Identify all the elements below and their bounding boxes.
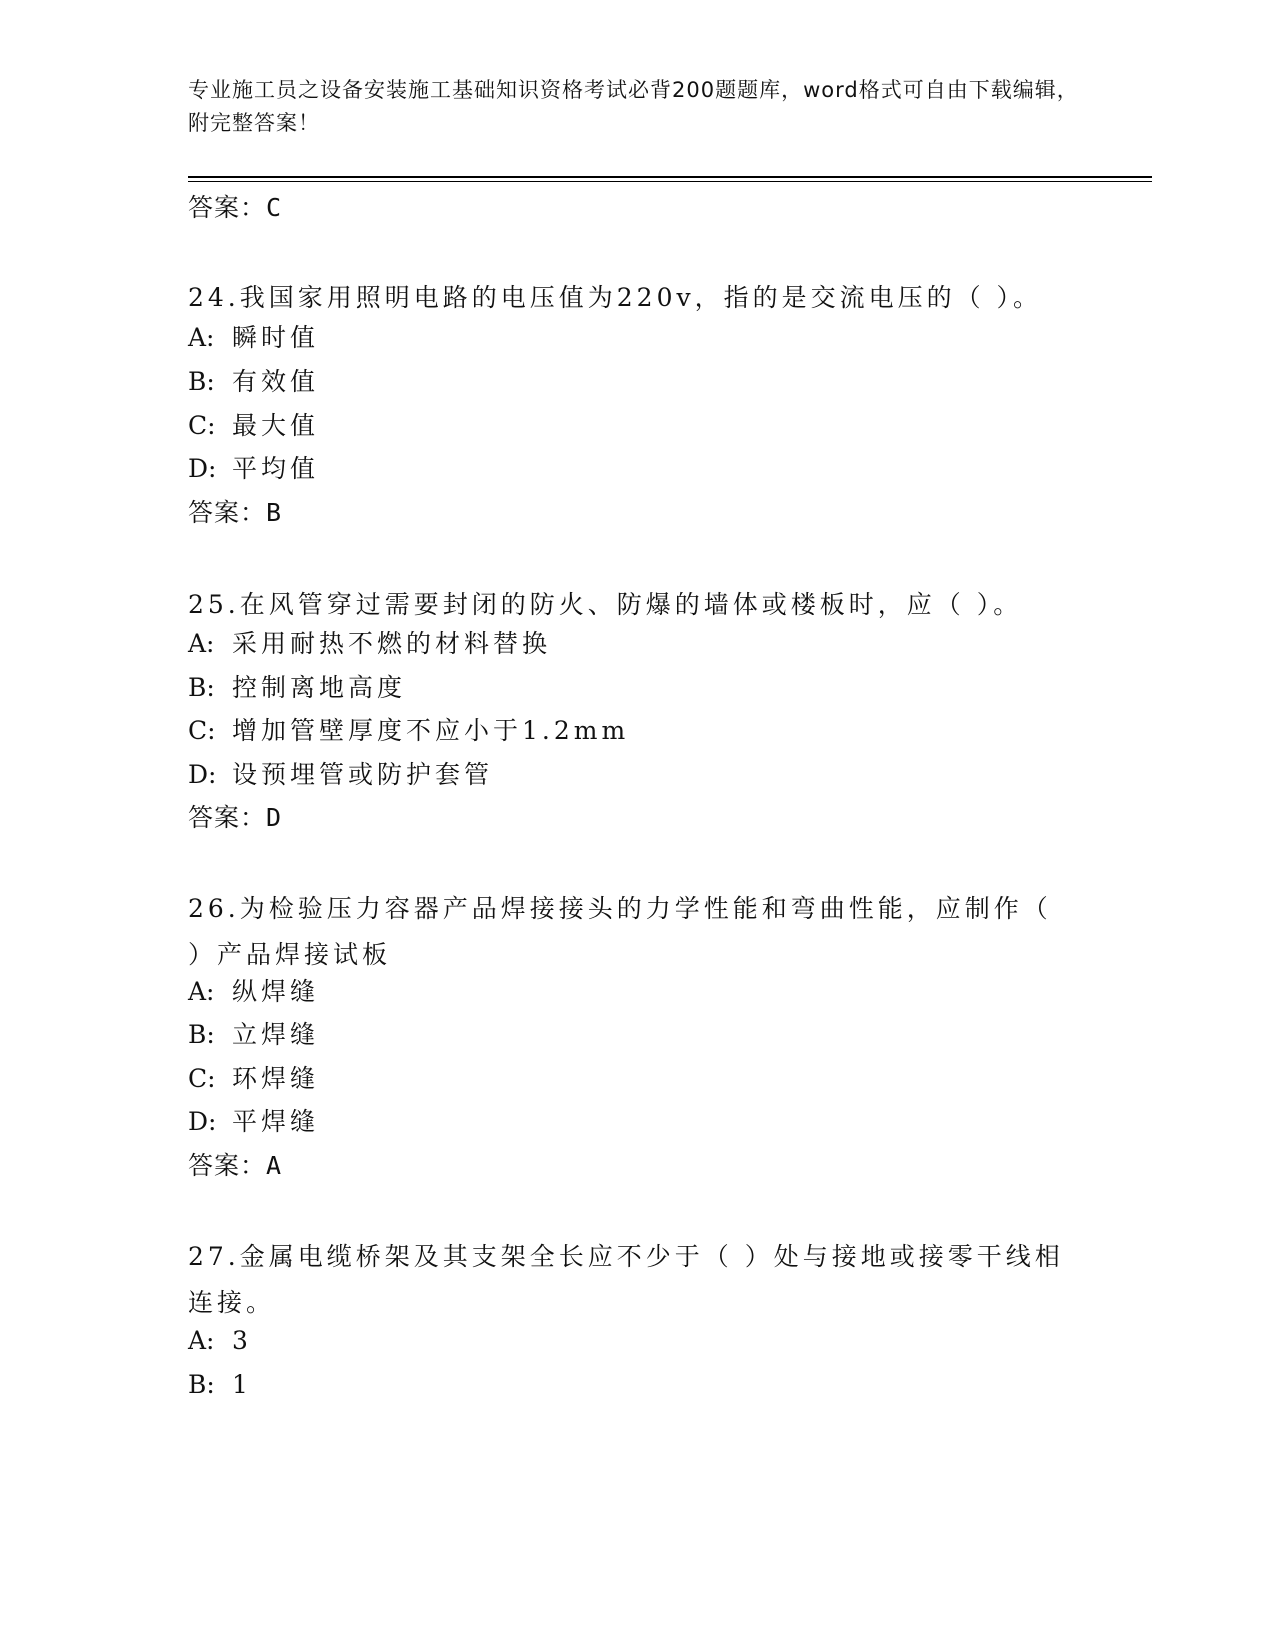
- option-text: 增加管壁厚度不应小于1.2mm: [232, 716, 630, 745]
- option-key: A:: [188, 1326, 215, 1355]
- option-key: C:: [188, 1064, 216, 1093]
- option-text: 采用耐热不燃的材料替换: [232, 629, 552, 658]
- question-text: 27.金属电缆桥架及其支架全长应不少于（ ）处与接地或接零干线相连接。: [188, 1242, 1064, 1317]
- option-key: B:: [188, 673, 215, 702]
- option-b: [188, 1369, 252, 1401]
- answer-line: [188, 192, 282, 224]
- option-text: 平均值: [232, 454, 320, 483]
- option-key: C:: [188, 716, 216, 745]
- answer-label: 答案：: [188, 803, 267, 832]
- answer-value: D: [266, 803, 283, 832]
- answer-value: A: [266, 1151, 283, 1180]
- question-text: 24.我国家用照明电路的电压值为220v，指的是交流电压的（ ）。: [188, 283, 1043, 312]
- answer-label: 答案：: [188, 1151, 267, 1180]
- option-key: B:: [188, 367, 215, 396]
- answer-line: [188, 1150, 282, 1182]
- option-text: 1: [232, 1370, 252, 1399]
- option-a: [188, 976, 319, 1008]
- option-key: D:: [188, 760, 217, 789]
- option-a: [188, 628, 551, 660]
- option-d: [188, 453, 319, 485]
- option-key: C:: [188, 411, 216, 440]
- option-key: A:: [188, 323, 215, 352]
- option-key: B:: [188, 1370, 215, 1399]
- option-key: A:: [188, 629, 215, 658]
- answer-line: [188, 497, 282, 529]
- option-a: [188, 322, 319, 354]
- option-b: [188, 366, 319, 398]
- header-rule-thin: [188, 181, 1152, 182]
- answer-value: C: [266, 193, 283, 222]
- option-d: [188, 759, 493, 791]
- option-text: 瞬时值: [232, 323, 320, 352]
- answer-label: 答案：: [188, 193, 267, 222]
- option-text: 纵焊缝: [232, 977, 320, 1006]
- option-text: 立焊缝: [232, 1020, 320, 1049]
- option-text: 控制离地高度: [232, 673, 407, 702]
- option-c: [188, 715, 629, 747]
- option-text: 平焊缝: [232, 1107, 320, 1136]
- answer-label: 答案：: [188, 498, 267, 527]
- question-text: 26.为检验压力容器产品焊接接头的力学性能和弯曲性能，应制作（ ）产品焊接试板: [188, 894, 1052, 969]
- option-a: [188, 1325, 252, 1357]
- option-key: A:: [188, 977, 215, 1006]
- option-b: [188, 672, 406, 704]
- option-text: 设预埋管或防护套管: [232, 760, 494, 789]
- option-text: 环焊缝: [232, 1064, 320, 1093]
- option-key: B:: [188, 1020, 215, 1049]
- option-text: 有效值: [232, 367, 320, 396]
- answer-line: [188, 802, 282, 834]
- option-c: [188, 1063, 319, 1095]
- header-rule-thick: [188, 176, 1152, 178]
- option-key: D:: [188, 454, 217, 483]
- option-d: [188, 1106, 319, 1138]
- option-text: 3: [232, 1326, 252, 1355]
- question-text: 25.在风管穿过需要封闭的防火、防爆的墙体或楼板时，应（ ）。: [188, 590, 1023, 619]
- option-text: 最大值: [232, 411, 320, 440]
- option-b: [188, 1019, 319, 1051]
- option-key: D:: [188, 1107, 217, 1136]
- option-c: [188, 410, 319, 442]
- document-header: 专业施工员之设备安装施工基础知识资格考试必背200题题库，word格式可自由下载编辑，附完整答案！: [188, 78, 1079, 135]
- answer-value: B: [266, 498, 283, 527]
